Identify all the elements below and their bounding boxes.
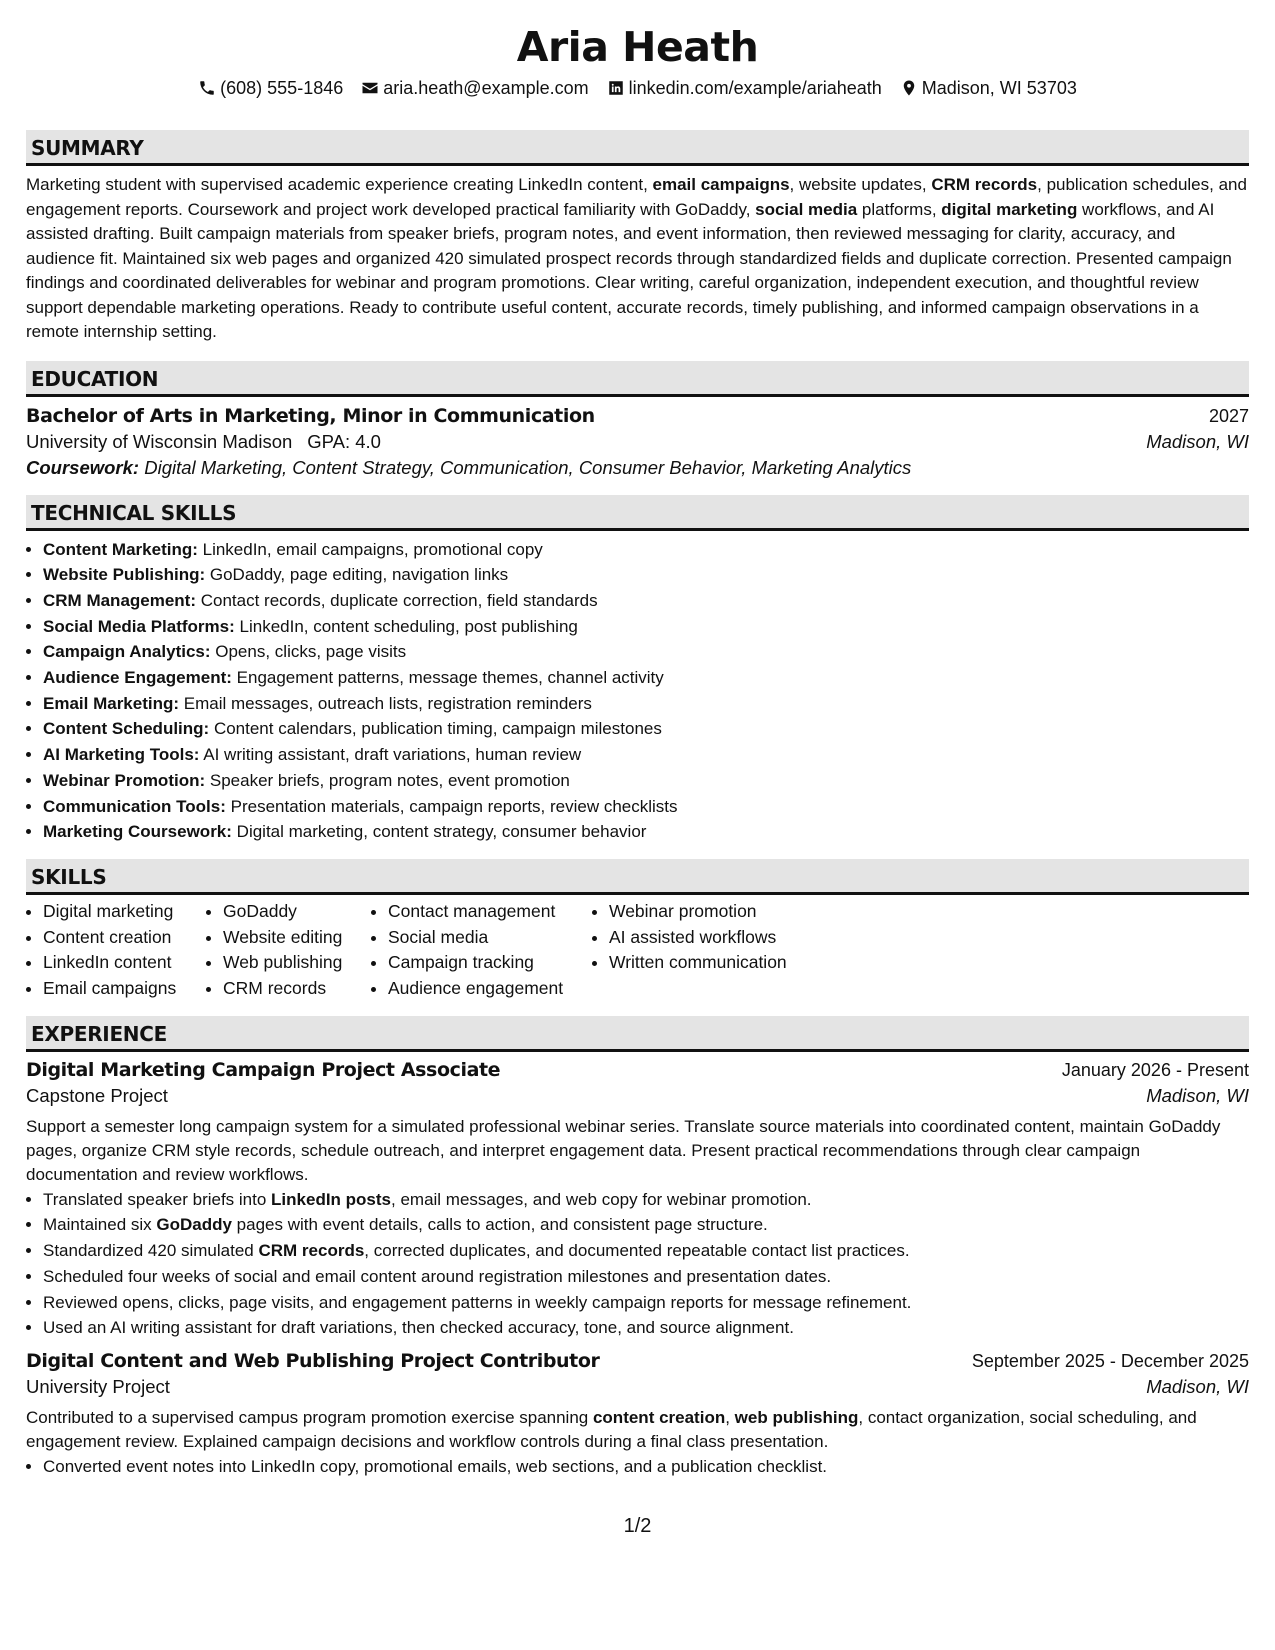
technical-skill-value: Email messages, outreach lists, registration reminders xyxy=(179,693,592,713)
skill-item: • Written communication xyxy=(609,950,829,976)
job-bullet xyxy=(43,1290,1249,1316)
skill-item: • Campaign tracking xyxy=(388,950,592,976)
job-org-row xyxy=(26,1376,1249,1398)
job-bullet xyxy=(43,1264,1249,1290)
technical-skill-label: Audience Engagement: xyxy=(43,668,232,688)
desc-part: , xyxy=(725,1407,735,1427)
location-text: Madison, WI 53703 xyxy=(921,78,1077,98)
summary-keyword: social media xyxy=(755,199,858,219)
skills-column-1 xyxy=(26,899,206,1002)
skill-item: • AI assisted workflows xyxy=(609,925,829,951)
summary-keyword: CRM records xyxy=(931,175,1038,194)
job-title-row xyxy=(26,1059,1249,1081)
skills-column-3 xyxy=(371,899,592,1002)
skill-item: • Content creation xyxy=(43,925,206,951)
skills-section xyxy=(26,859,1249,1002)
skill-item: • Email campaigns xyxy=(43,976,206,1002)
skill-item: • Website editing xyxy=(223,925,371,951)
technical-skill-label: Webinar Promotion: xyxy=(43,770,206,790)
skill-item: • LinkedIn content xyxy=(43,950,206,976)
technical-skill-item xyxy=(43,794,1249,820)
education-row-2 xyxy=(26,431,1249,453)
linkedin-icon xyxy=(607,79,625,97)
page-number: 1/2 xyxy=(623,1515,652,1537)
bullet-part: , corrected duplicates, and documented repeatable contact list practices. xyxy=(364,1241,910,1261)
summary-keyword: email campaigns xyxy=(652,175,790,194)
section-header-education: EDUCATION xyxy=(26,361,1249,397)
candidate-name: Aria Heath xyxy=(516,23,759,71)
map-pin-icon xyxy=(900,79,918,97)
section-header-technical-skills: TECHNICAL SKILLS xyxy=(26,495,1249,531)
technical-skill-label: Social Media Platforms: xyxy=(43,616,235,636)
desc-keyword: content creation xyxy=(592,1407,726,1427)
technical-skill-value: AI writing assistant, draft variations, human review xyxy=(199,745,582,765)
technical-skill-item xyxy=(43,742,1249,768)
bullet-part: Converted event notes into LinkedIn copy, promotional emails, web sections, and a publication checklist. xyxy=(43,1456,828,1476)
technical-skill-label: Campaign Analytics: xyxy=(43,642,211,662)
technical-skill-label: Content Marketing: xyxy=(43,539,198,559)
desc-part: Contributed to a supervised campus program promotion exercise spanning xyxy=(26,1407,593,1427)
technical-skill-item xyxy=(43,562,1249,588)
bullet-part: Used an AI writing assistant for draft variations, then checked accuracy, tone, and source alignment. xyxy=(43,1318,794,1338)
technical-skill-value: LinkedIn, email campaigns, promotional copy xyxy=(197,539,543,559)
contact-bar xyxy=(26,76,1249,100)
skill-item: • Webinar promotion xyxy=(609,899,829,925)
job-bullets xyxy=(26,1187,1249,1341)
section-header-experience: EXPERIENCE xyxy=(26,1016,1249,1052)
skills-column-4 xyxy=(592,899,829,1002)
envelope-icon xyxy=(361,79,379,97)
job-description xyxy=(26,1406,1249,1454)
contact-linkedin[interactable] xyxy=(607,76,882,100)
gpa: GPA: 4.0 xyxy=(307,430,381,452)
skills-column-2 xyxy=(206,899,371,1002)
skill-item: • GoDaddy xyxy=(223,899,371,925)
summary-part: platforms, xyxy=(857,199,942,219)
skills-grid xyxy=(26,899,1249,1002)
technical-skill-item xyxy=(43,819,1249,845)
summary-part: , website updates, xyxy=(789,175,932,194)
skill-item: • Web publishing xyxy=(223,950,371,976)
bullet-part: Maintained six xyxy=(43,1215,157,1235)
contact-email[interactable] xyxy=(361,76,588,100)
school-name: University of Wisconsin Madison xyxy=(26,430,293,452)
summary-part: , publication schedules, and engagement reports. Coursework and project work developed practical familiarity with GoDaddy, xyxy=(26,175,1247,219)
coursework-label: Coursework: xyxy=(26,456,140,478)
job-bullet xyxy=(43,1187,1249,1213)
technical-skill-value: Content calendars, publication timing, campaign milestones xyxy=(209,719,662,739)
desc-keyword: web publishing xyxy=(734,1407,859,1427)
technical-skill-item xyxy=(43,639,1249,665)
coursework xyxy=(26,457,1249,479)
summary-section xyxy=(26,130,1249,345)
experience-entry xyxy=(26,1059,1249,1341)
job-title-row xyxy=(26,1350,1249,1372)
technical-skill-label: Content Scheduling: xyxy=(43,719,210,739)
graduation-year: 2027 xyxy=(1208,405,1249,426)
bullet-keyword: LinkedIn posts xyxy=(271,1189,392,1209)
job-dates: January 2026 - Present xyxy=(1061,1059,1249,1080)
section-header-skills: SKILLS xyxy=(26,859,1249,895)
technical-skill-item xyxy=(43,537,1249,563)
technical-skill-value: GoDaddy, page editing, navigation links xyxy=(205,565,509,585)
technical-skill-item xyxy=(43,716,1249,742)
technical-skill-value: Speaker briefs, program notes, event promotion xyxy=(205,770,570,790)
contact-phone[interactable] xyxy=(198,76,343,100)
experience-section xyxy=(26,1016,1249,1480)
email-text: aria.heath@example.com xyxy=(383,78,589,98)
linkedin-text: linkedin.com/example/ariaheath xyxy=(628,78,882,98)
bullet-part: pages with event details, calls to action, and consistent page structure. xyxy=(231,1215,768,1235)
technical-skill-label: Email Marketing: xyxy=(43,693,180,713)
job-organization: Capstone Project xyxy=(26,1084,168,1106)
technical-skill-value: Presentation materials, campaign reports, review checklists xyxy=(225,796,678,816)
technical-skill-item xyxy=(43,691,1249,717)
technical-skill-item xyxy=(43,768,1249,794)
technical-skill-label: CRM Management: xyxy=(43,590,197,610)
phone-icon xyxy=(198,79,216,97)
skill-item: • CRM records xyxy=(223,976,371,1002)
section-header-summary: SUMMARY xyxy=(26,130,1249,166)
technical-skill-value: LinkedIn, content scheduling, post publishing xyxy=(234,616,578,636)
summary-part: Marketing student with supervised academic experience creating LinkedIn content, xyxy=(26,175,653,194)
contact-location xyxy=(900,76,1077,100)
summary-text xyxy=(26,173,1249,345)
education-section xyxy=(26,361,1249,479)
technical-skill-label: Website Publishing: xyxy=(43,565,206,585)
job-location: Madison, WI xyxy=(1146,1375,1249,1397)
bullet-part: Reviewed opens, clicks, page visits, and engagement patterns in weekly campaign reports for message refinement. xyxy=(43,1292,912,1312)
job-bullet xyxy=(43,1212,1249,1238)
bullet-keyword: CRM records xyxy=(258,1241,365,1261)
bullet-part: Standardized 420 simulated xyxy=(43,1241,259,1261)
technical-skills-section xyxy=(26,495,1249,845)
job-bullet xyxy=(43,1315,1249,1341)
technical-skill-item xyxy=(43,614,1249,640)
job-bullets xyxy=(26,1454,1249,1480)
technical-skill-item xyxy=(43,665,1249,691)
summary-part: workflows, and AI assisted drafting. Built campaign materials from speaker briefs, program notes, and event information, then reviewed messaging for clarity, accuracy, and audience fit. Maintained six web pages and organized 420 simulated prospect records through standardized fields and duplicate correction. Presented campaign findings and coordinated deliverables for webinar and program promotions. Clear writing, careful organization, independent execution, and thoughtful review support dependable marketing operations. Ready to contribute useful content, accurate records, timely publishing, and informed campaign observations in a remote internship setting. xyxy=(26,199,1232,341)
job-organization: University Project xyxy=(26,1375,170,1397)
technical-skill-value: Contact records, duplicate correction, field standards xyxy=(196,590,598,610)
skill-item: • Digital marketing xyxy=(43,899,206,925)
job-org-row xyxy=(26,1085,1249,1107)
technical-skill-value: Opens, clicks, page visits xyxy=(210,642,407,662)
experience-entry xyxy=(26,1350,1249,1480)
technical-skill-label: AI Marketing Tools: xyxy=(43,745,200,765)
job-title: Digital Marketing Campaign Project Associate xyxy=(26,1058,501,1081)
phone-text: (608) 555-1846 xyxy=(220,78,344,98)
job-bullet xyxy=(43,1238,1249,1264)
school-line xyxy=(26,431,381,453)
bullet-part: Scheduled four weeks of social and email content around registration milestones and presentation dates. xyxy=(43,1266,832,1286)
job-location: Madison, WI xyxy=(1146,1084,1249,1106)
degree: Bachelor of Arts in Marketing, Minor in Communication xyxy=(26,404,595,427)
bullet-part: , email messages, and web copy for webinar promotion. xyxy=(391,1189,812,1209)
coursework-list: Digital Marketing, Content Strategy, Communication, Consumer Behavior, Marketing Analytics xyxy=(139,456,912,478)
job-dates: September 2025 - December 2025 xyxy=(971,1350,1249,1371)
summary-keyword: digital marketing xyxy=(941,199,1078,219)
technical-skill-value: Digital marketing, content strategy, consumer behavior xyxy=(231,822,647,842)
bullet-keyword: GoDaddy xyxy=(156,1215,232,1235)
skill-item: • Audience engagement xyxy=(388,976,592,1002)
skill-item: • Social media xyxy=(388,925,592,951)
education-row-1 xyxy=(26,405,1249,427)
job-description: Support a semester long campaign system for a simulated professional webinar series. Translate source materials into coordinated content, maintain GoDaddy pages, organize CRM style records, schedule outreach, and interpret engagement data. Present practical recommendations through clear campaign documentation and review workflows. xyxy=(26,1116,1221,1184)
technical-skill-item xyxy=(43,588,1249,614)
technical-skill-label: Communication Tools: xyxy=(43,796,226,816)
technical-skill-label: Marketing Coursework: xyxy=(43,822,232,842)
technical-skills-list xyxy=(26,537,1249,845)
technical-skill-value: Engagement patterns, message themes, channel activity xyxy=(231,668,664,688)
bullet-part: Translated speaker briefs into xyxy=(43,1189,272,1209)
resume-page xyxy=(26,22,1249,1480)
job-bullet xyxy=(43,1454,1249,1480)
desc-part: , contact organization, social scheduling, and engagement review. Explained campaign decisions and workflow controls during a final class presentation. xyxy=(26,1407,1197,1451)
school-location: Madison, WI xyxy=(1146,430,1249,452)
job-title: Digital Content and Web Publishing Project Contributor xyxy=(26,1349,600,1372)
skill-item: • Contact management xyxy=(388,899,592,925)
